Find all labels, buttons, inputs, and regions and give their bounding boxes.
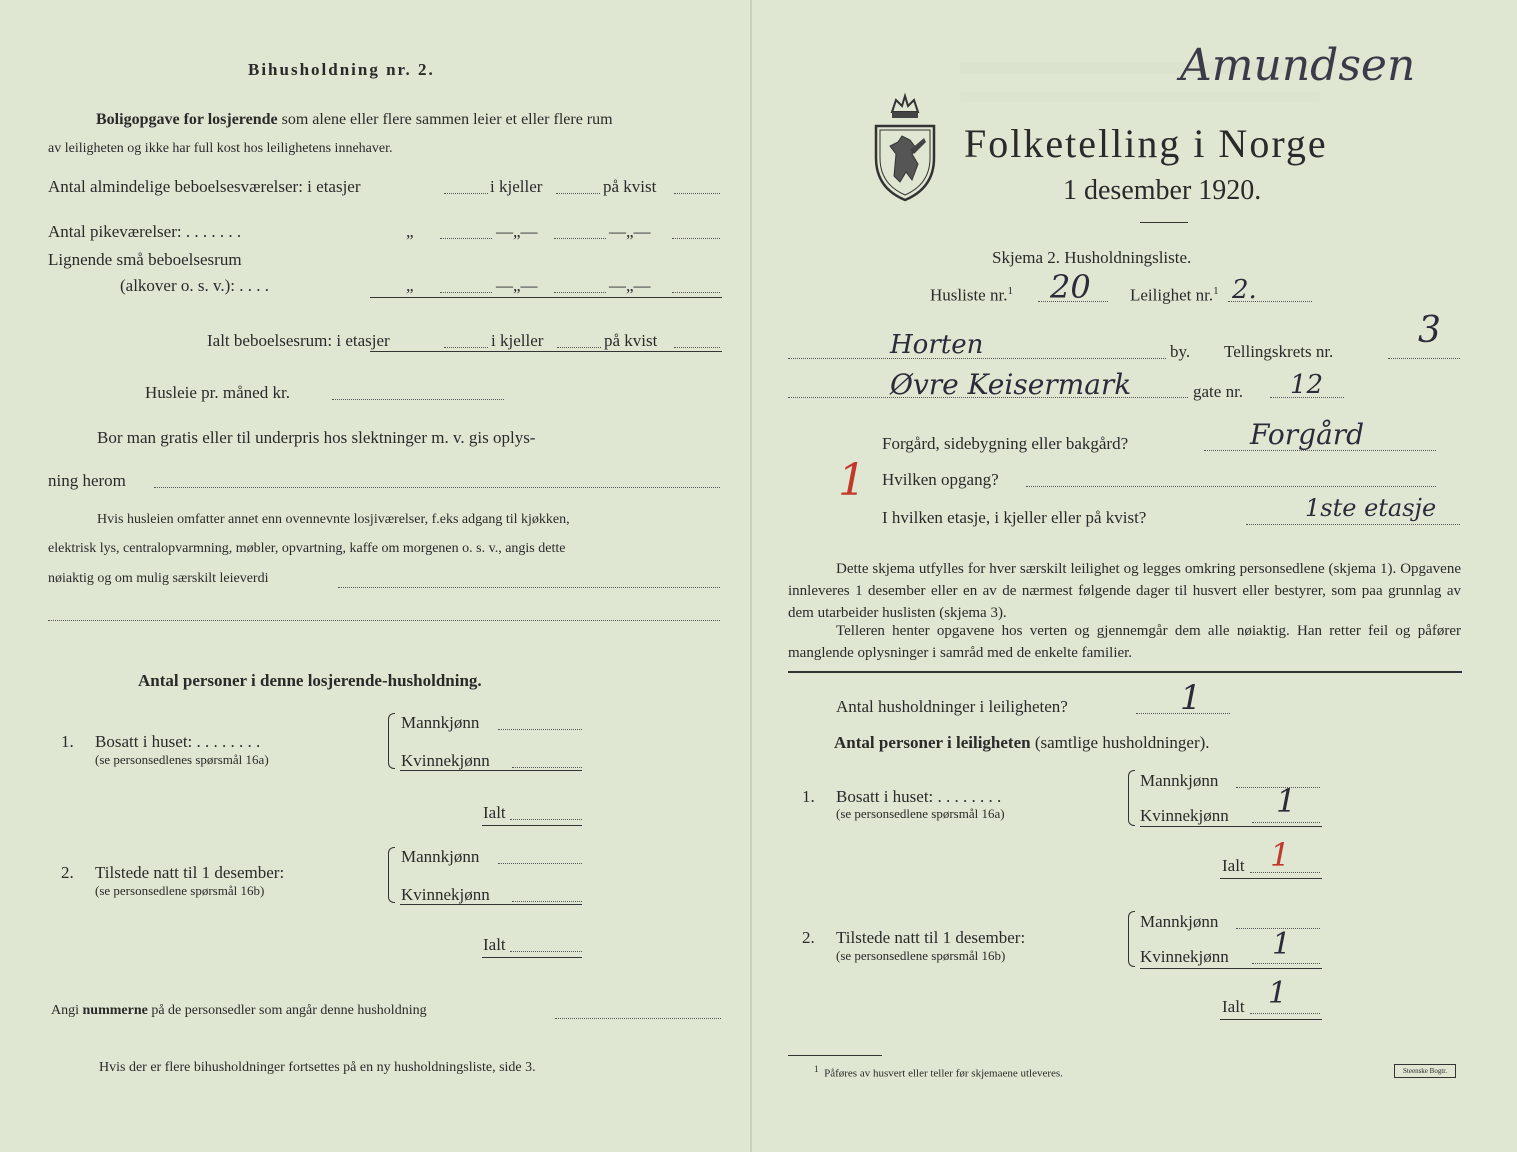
ialt-kjeller-field[interactable] <box>557 347 601 348</box>
right-q2-sub: (se personsedlene spørsmål 16b) <box>836 948 1006 963</box>
left-q2-mann-field[interactable] <box>498 863 582 864</box>
sum-rule <box>1220 1019 1322 1020</box>
rooms-kjeller-field[interactable] <box>556 193 600 194</box>
footnote-ref: 1 <box>1007 285 1013 297</box>
right-antal-heading <box>834 733 1210 753</box>
leilighet-text: Leilighet nr. <box>1130 285 1214 305</box>
angi-pre: Angi <box>51 1003 79 1018</box>
brace <box>1128 911 1135 967</box>
left-q2-mann-label: Mannkjønn <box>401 847 480 866</box>
norwegian-coat-of-arms-icon <box>872 92 938 204</box>
section-rule <box>788 671 1462 673</box>
opgang-label: Hvilken opgang? <box>882 470 999 489</box>
left-q2-kvinne-field[interactable] <box>512 901 582 902</box>
footnote-sup: 1 <box>814 1064 819 1074</box>
rooms-kvist-field[interactable] <box>674 193 720 194</box>
bor-line-2: ning herom <box>48 471 126 490</box>
ditto-mark: —„— <box>609 222 651 241</box>
angi-line <box>51 1003 427 1019</box>
right-q2-ialt-field <box>1250 1013 1320 1014</box>
left-q1-mann-field[interactable] <box>498 729 582 730</box>
sum-rule <box>1140 968 1322 969</box>
rooms-etasjer-field[interactable] <box>444 193 488 194</box>
intro-rest: som alene eller flere sammen leier et eller flere rum <box>281 111 613 128</box>
pike-kjeller-field[interactable] <box>554 238 606 239</box>
right-q1-kvinne-field <box>1252 822 1320 823</box>
footnote-ref: 1 <box>1213 285 1219 297</box>
ditto-mark: —„— <box>609 276 651 295</box>
left-q1-label: Bosatt i huset: . . . . . . . . <box>95 732 261 751</box>
pike-kvist-field[interactable] <box>672 238 720 239</box>
forgard-value[interactable]: Forgård <box>1250 418 1365 451</box>
right-title: Folketelling i Norge <box>964 121 1328 166</box>
right-q1-ialt-field <box>1250 872 1320 873</box>
leieverdi-field-2[interactable] <box>48 620 720 621</box>
sum-rule <box>482 825 582 826</box>
left-footer: Hvis der er flere bihusholdninger fortsettes på en ny husholdningsliste, side 3. <box>99 1060 536 1075</box>
antal-bold: Antal personer i leiligheten <box>834 733 1031 752</box>
ialt-kvist-label: på kvist <box>604 331 658 350</box>
gate-value[interactable]: Øvre Keisermark <box>890 368 1132 401</box>
husleie-label: Husleie pr. måned kr. <box>145 383 290 402</box>
ialt-rooms-label: Ialt beboelsesrum: i etasjer <box>207 331 390 350</box>
left-q1-kvinne-label: Kvinnekjønn <box>401 751 490 770</box>
pike-label: Antal pikeværelser: . . . . . . . <box>48 222 242 241</box>
husliste-field <box>1038 301 1108 302</box>
sum-rule <box>1220 878 1322 879</box>
footnote <box>814 1064 1063 1080</box>
ialt-kvist-field[interactable] <box>674 347 720 348</box>
bor-field[interactable] <box>154 487 720 488</box>
lignende-etasjer-field[interactable] <box>440 292 492 293</box>
bor-line-1: Bor man gratis eller til underpris hos slektninger m. v. gis oplys- <box>97 428 536 447</box>
corner-name: Amundsen <box>1180 40 1416 91</box>
left-q1-sub: (se personsedlenes spørsmål 16a) <box>95 752 269 767</box>
left-q1-mann-label: Mannkjønn <box>401 713 480 732</box>
hvis-line-1: Hvis husleien omfatter annet enn ovennevnte losjiværelser, f.eks adgang til kjøkken, <box>97 512 570 527</box>
opgang-mark: 1 <box>838 455 866 506</box>
husliste-text: Husliste nr. <box>930 285 1008 305</box>
forgard-label: Forgård, sidebygning eller bakgård? <box>882 434 1129 453</box>
brace <box>388 713 395 769</box>
lignende-kvist-field[interactable] <box>672 292 720 293</box>
angi-rest: på de personsedler som angår denne husholdning <box>151 1003 427 1018</box>
leieverdi-field[interactable] <box>338 587 720 588</box>
right-q1-kvinne-value[interactable]: 1 <box>1276 782 1297 820</box>
left-q2-num: 2. <box>61 863 74 882</box>
lignende-label-2: (alkover o. s. v.): . . . . <box>120 276 270 295</box>
etasje-label: I hvilken etasje, i kjeller eller på kvist? <box>882 508 1147 527</box>
ditto-mark: —„— <box>496 222 538 241</box>
right-q1-sub: (se personsedlene spørsmål 16a) <box>836 806 1005 821</box>
right-q2-mann-label: Mannkjønn <box>1140 912 1219 931</box>
left-q1-ialt-label: Ialt <box>483 803 506 822</box>
krets-field <box>1388 358 1460 359</box>
intro-line-1 <box>96 111 613 129</box>
krets-value[interactable]: 3 <box>1418 310 1441 351</box>
brace <box>388 847 395 903</box>
rooms-label: Antal almindelige beboelsesværelser: i etasjer <box>48 177 361 196</box>
etasje-field <box>1246 524 1460 525</box>
opgang-field[interactable] <box>1026 486 1436 487</box>
footnote-text: Påføres av husvert eller teller før skjemaene utleveres. <box>824 1067 1063 1080</box>
husliste-label <box>930 285 1013 306</box>
rooms-kvist-label: på kvist <box>603 177 657 196</box>
right-q1-kvinne-label: Kvinnekjønn <box>1140 806 1229 825</box>
title-rule <box>1140 222 1188 223</box>
right-q2-kvinne-value[interactable]: 1 <box>1272 927 1292 962</box>
leilighet-value[interactable]: 2. <box>1232 275 1257 305</box>
angi-field[interactable] <box>555 1018 721 1019</box>
left-q1-num: 1. <box>61 732 74 751</box>
right-q1-ialt-label: Ialt <box>1222 856 1245 875</box>
rooms-kjeller-label: i kjeller <box>490 177 543 196</box>
right-q2-label: Tilstede natt til 1 desember: <box>836 928 1026 947</box>
right-q1-label: Bosatt i huset: . . . . . . . . <box>836 787 1002 806</box>
left-q2-ialt-label: Ialt <box>483 935 506 954</box>
gate-nr-field <box>1270 397 1344 398</box>
hvis-line-3: nøiaktig og om mulig særskilt leieverdi <box>48 571 269 586</box>
husliste-value[interactable]: 20 <box>1050 268 1091 306</box>
page-fold <box>750 0 752 1152</box>
antal-rest: (samtlige husholdninger). <box>1034 733 1210 752</box>
right-q2-num: 2. <box>802 928 815 947</box>
left-title: Bihusholdning nr. 2. <box>248 60 435 79</box>
right-q2-ialt-value[interactable]: 1 <box>1268 976 1288 1011</box>
ditto-mark: —„— <box>496 276 538 295</box>
left-antal-heading: Antal personer i denne losjerende-husholdning. <box>138 671 482 690</box>
husleie-field[interactable] <box>332 399 504 400</box>
intro-bold: Boligopgave for losjerende <box>96 111 278 128</box>
left-q2-label: Tilstede natt til 1 desember: <box>95 863 285 882</box>
sum-rule <box>1140 826 1322 827</box>
ialt-kjeller-label: i kjeller <box>491 331 544 350</box>
forgard-field <box>1204 450 1436 451</box>
sum-rule <box>400 904 582 905</box>
pike-etasjer-field[interactable] <box>440 238 492 239</box>
right-q2-ialt-label: Ialt <box>1222 997 1245 1016</box>
ialt-etasjer-field[interactable] <box>444 347 488 348</box>
lignende-kjeller-field[interactable] <box>554 292 606 293</box>
gate-nr-value[interactable]: 12 <box>1290 370 1324 400</box>
intro-line-2: av leiligheten og ikke har full kost hos leilighetens innehaver. <box>48 141 393 156</box>
footnote-rule <box>788 1055 882 1056</box>
printer-stamp: Steenske Bogtr. <box>1394 1064 1456 1078</box>
right-q1-mann-label: Mannkjønn <box>1140 771 1219 790</box>
sum-rule <box>482 957 582 958</box>
ditto-mark: „ <box>406 276 414 295</box>
left-q2-ialt-field[interactable] <box>510 951 582 952</box>
leilighet-label <box>1130 285 1219 306</box>
angi-bold: nummerne <box>82 1003 148 1018</box>
brace <box>1128 770 1135 826</box>
hush-value[interactable]: 1 <box>1180 678 1202 718</box>
skjema-label: Skjema 2. Husholdningsliste. <box>992 248 1192 267</box>
sum-rule <box>400 770 582 771</box>
leilighet-field <box>1228 301 1312 302</box>
census-date: 1 desember 1920. <box>1063 175 1262 206</box>
right-q1-num: 1. <box>802 787 815 806</box>
left-q2-kvinne-label: Kvinnekjønn <box>401 885 490 904</box>
left-q1-kvinne-field[interactable] <box>512 767 582 768</box>
right-q2-kvinne-label: Kvinnekjønn <box>1140 947 1229 966</box>
hush-label: Antal husholdninger i leiligheten? <box>836 697 1068 716</box>
ditto-mark: „ <box>406 222 414 241</box>
right-q1-ialt-value[interactable]: 1 <box>1270 836 1291 874</box>
by-label: by. <box>1170 342 1191 361</box>
sum-rule <box>370 351 722 352</box>
by-value[interactable]: Horten <box>890 330 984 360</box>
left-q2-sub: (se personsedlene spørsmål 16b) <box>95 883 265 898</box>
etasje-value[interactable]: 1ste etasje <box>1305 494 1437 522</box>
gate-field <box>788 397 1188 398</box>
show-through-mark <box>960 92 1320 102</box>
krets-label: Tellingskrets nr. <box>1224 342 1334 361</box>
sum-rule <box>370 297 722 298</box>
by-field <box>788 358 1166 359</box>
hvis-line-2: elektrisk lys, centralopvarmning, møbler, opvartning, kaffe om morgenen o. s. v., angis dette <box>48 541 566 556</box>
lignende-label-1: Lignende små beboelsesrum <box>48 250 242 269</box>
gate-label: gate nr. <box>1193 382 1244 401</box>
instructions-1: Dette skjema utfylles for hver særskilt leilighet og legges omkring personsedlene (skjema 1). Opgavene innleveres 1 desember eller en av de nærmest følgende dager til husvert eller bestyrer, som paa grunnlag av dem utarbeider huslisten (skjema 3). <box>788 561 1461 621</box>
instructions-2: Telleren henter opgavene hos verten og gjennemgår dem alle nøiaktig. Han retter feil og påfører manglende oplysninger i samråd med de enkelte familier. <box>788 623 1461 661</box>
left-q1-ialt-field[interactable] <box>510 819 582 820</box>
right-q2-kvinne-field <box>1252 963 1320 964</box>
